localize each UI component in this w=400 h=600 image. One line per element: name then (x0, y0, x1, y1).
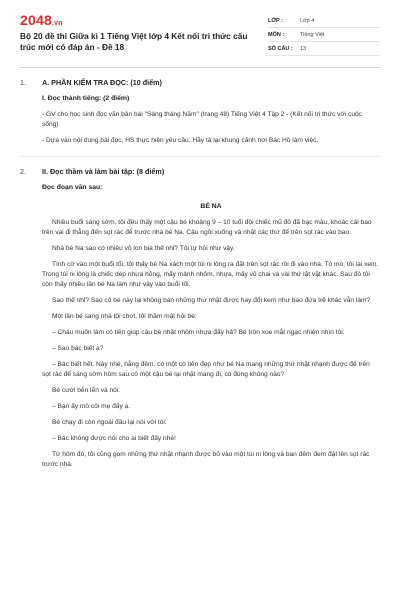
section-title: A. PHẦN KIỂM TRA ĐỌC: (10 điểm) (42, 78, 162, 87)
story-paragraph: – Bác không được nói cho ai biết đấy nhé! (52, 435, 176, 442)
meta-value: 13 (300, 45, 307, 52)
meta-row-grade (268, 14, 380, 28)
logo-text: 2048 (20, 12, 52, 28)
meta-row-subject (268, 28, 380, 42)
document-meta (268, 14, 380, 56)
document-title: Bộ 20 đề thi Giữa kì 1 Tiếng Việt lớp 4 Kết nối tri thức cấu trúc mới có đáp án - Đề 18 (20, 31, 248, 52)
site-logo[interactable] (20, 12, 63, 28)
section-divider (20, 156, 380, 157)
story-paragraph: Từ hôm đó, tôi cũng gom những thứ nhặt nhạnh được bỏ vào một túi ni lông và ban đêm đem đặt lên sọt rác trước nhà. (42, 451, 370, 468)
section-heading (20, 78, 380, 88)
section-content (42, 183, 380, 470)
story-paragraph: Một lần bé sang nhà tôi chơi, tôi thăm mật hỏi bé: (52, 313, 197, 320)
meta-label: MÔN : (268, 31, 285, 38)
story-paragraph: Bé chạy đi còn ngoái đầu lại nói với tôi: (52, 419, 167, 426)
story-paragraph: – Cháu muốn làm có tiền giúp cậu bé nhặt nhôm nhựa đấy hả? Bé tròn xoe mắt ngạc nhiên nhìn tôi: (52, 329, 345, 336)
meta-value: Tiếng Việt (300, 31, 325, 38)
story-paragraph: Tình cờ vào một buổi tối, tôi thấy bé Na xách một túi ni lông ra đặt trên sọt rác rồi đi vào nhà. Tò mò, tôi lại xem. Trong túi ni lông là chiếc dép nhựa hỏng, mấy mảnh nhôm, nhựa, mấy vỏ chai và vài thứ lặt vặt khác. Sau đó tôi còn thấy nhiều lần bé Na làm như vậy vào buổi tối. (42, 261, 379, 288)
story-paragraph: – Sao bác biết ạ? (52, 345, 104, 352)
story-paragraph: Sao thế nhỉ? Sao cô bé này lại không bán những thứ nhặt được hay đổi kem như bao đứa trẻ khác vẫn làm? (52, 297, 371, 304)
story-paragraph: Nhà bé Na sao có nhiều vỏ lon bia thế nhỉ? Tôi tự hỏi như vậy. (52, 245, 235, 252)
story-paragraph: Bé cười bẽn lẽn và nói: (52, 387, 121, 394)
document-body (20, 78, 380, 470)
logo-suffix: .vn (51, 20, 63, 27)
paragraph: - Dựa vào nội dung bài đọc, HS thực hiện yêu cầu: Hãy tả lại khung cảnh nơi Bác Hồ làm việc. (42, 137, 319, 144)
story-title: BÉ NA (200, 203, 222, 210)
section-number: 2. (20, 167, 26, 176)
sub-heading: I. Đọc thành tiếng: (2 điểm) (42, 95, 130, 102)
document-header (20, 12, 380, 64)
section-number: 1. (20, 78, 26, 87)
sub-heading: Đọc đoạn văn sau: (42, 184, 103, 191)
story-paragraph: Nhiều buổi sáng sớm, tôi đều thấy một cậu bé khoảng 9 – 10 tuổi đội chiếc mũ đỏ đã bạc màu, khoác cái bao trên vai đi thẳng đến sọt rác để trước nhà bé Na. Cậu ngồi xuống và nhặt các thứ để trên sọt rác vào bao. (42, 219, 372, 236)
section-heading (20, 167, 380, 177)
story-paragraph: – Bạn ấy mồ côi mẹ đấy ạ. (52, 403, 131, 410)
section-content (42, 94, 380, 146)
paragraph: - GV cho học sinh đọc văn bản bài "Sáng tháng Năm" (trang 48) Tiếng Việt 4 Tập 2 - (Kết nối tri thức với cuộc sống) (42, 111, 362, 128)
header-divider (20, 67, 380, 68)
story-paragraph: – Bác biết hết. Này nhé, hằng đêm, có một cô tiên đẹp như bé Na mang những thứ nhặt nhạnh được để trên sọt rác để sáng sớm hôm sau có một cậu bé lại nhặt mang đi, có đúng không nào? (42, 361, 370, 378)
section-title: II. Đọc thầm và làm bài tập: (8 điểm) (42, 167, 165, 176)
meta-value: Lớp 4 (300, 17, 315, 24)
meta-label: SỐ CÂU : (268, 45, 293, 52)
meta-row-question-count (268, 42, 380, 56)
meta-label: LỚP : (268, 17, 283, 24)
